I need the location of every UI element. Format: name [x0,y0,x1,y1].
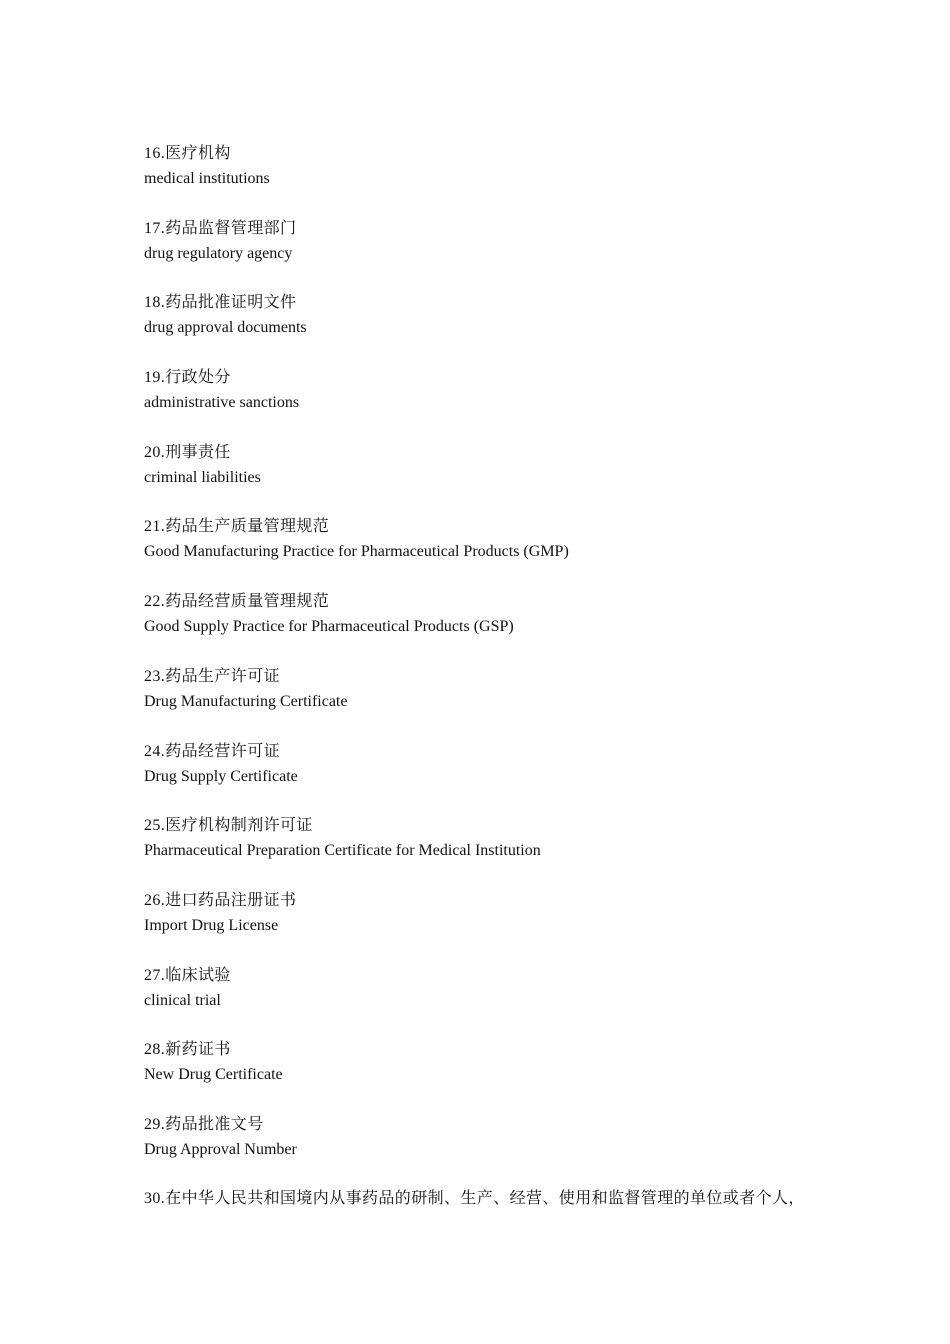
term-english: Good Manufacturing Practice for Pharmaceutical Products (GMP) [144,543,569,561]
term-chinese: 29.药品批准文号 [144,1115,264,1133]
glossary-entry-27 [144,963,824,1038]
glossary-entry-26 [144,888,824,963]
term-chinese: 23.药品生产许可证 [144,667,281,685]
term-english: drug regulatory agency [144,244,293,262]
glossary-entry-16 [144,141,824,216]
term-chinese: 18.药品批准证明文件 [144,294,297,312]
glossary-entry-20 [144,440,824,515]
term-english: drug approval documents [144,319,307,337]
term-english: Import Drug License [144,916,279,934]
term-chinese: 24.药品经营许可证 [144,742,281,760]
term-english: Pharmaceutical Preparation Certificate for Medical Institution [144,842,541,860]
glossary-entry-25 [144,813,824,888]
term-chinese: 25.医疗机构制剂许可证 [144,817,313,835]
term-english: New Drug Certificate [144,1066,283,1084]
glossary-entry-22 [144,589,824,664]
term-chinese: 20.刑事责任 [144,443,231,461]
term-english: Drug Supply Certificate [144,767,298,785]
term-english: Good Supply Practice for Pharmaceutical Products (GSP) [144,618,514,636]
glossary-list [144,141,824,1187]
glossary-entry-29 [144,1112,824,1187]
term-chinese: 19.行政处分 [144,369,231,387]
term-english: Drug Manufacturing Certificate [144,692,348,710]
term-chinese: 16.医疗机构 [144,145,231,162]
paragraph-30: 30.在中华人民共和国境内从事药品的研制、生产、经营、使用和监督管理的单位或者个人， [144,1190,805,1207]
term-chinese: 28.新药证书 [144,1041,231,1059]
term-english: administrative sanctions [144,394,300,412]
glossary-entry-23 [144,664,824,739]
term-english: clinical trial [144,991,221,1009]
term-english: medical institutions [144,170,270,187]
term-chinese: 17.药品监督管理部门 [144,219,297,237]
term-chinese: 21.药品生产质量管理规范 [144,518,330,536]
glossary-entry-19 [144,365,824,440]
term-english: Drug Approval Number [144,1140,297,1158]
glossary-entry-28 [144,1037,824,1112]
term-english: criminal liabilities [144,468,261,486]
glossary-entry-21 [144,514,824,589]
term-chinese: 26.进口药品注册证书 [144,891,297,909]
glossary-entry-17 [144,216,824,291]
term-chinese: 27.临床试验 [144,966,231,984]
glossary-entry-24 [144,739,824,814]
glossary-entry-18 [144,290,824,365]
term-chinese: 22.药品经营质量管理规范 [144,593,330,611]
